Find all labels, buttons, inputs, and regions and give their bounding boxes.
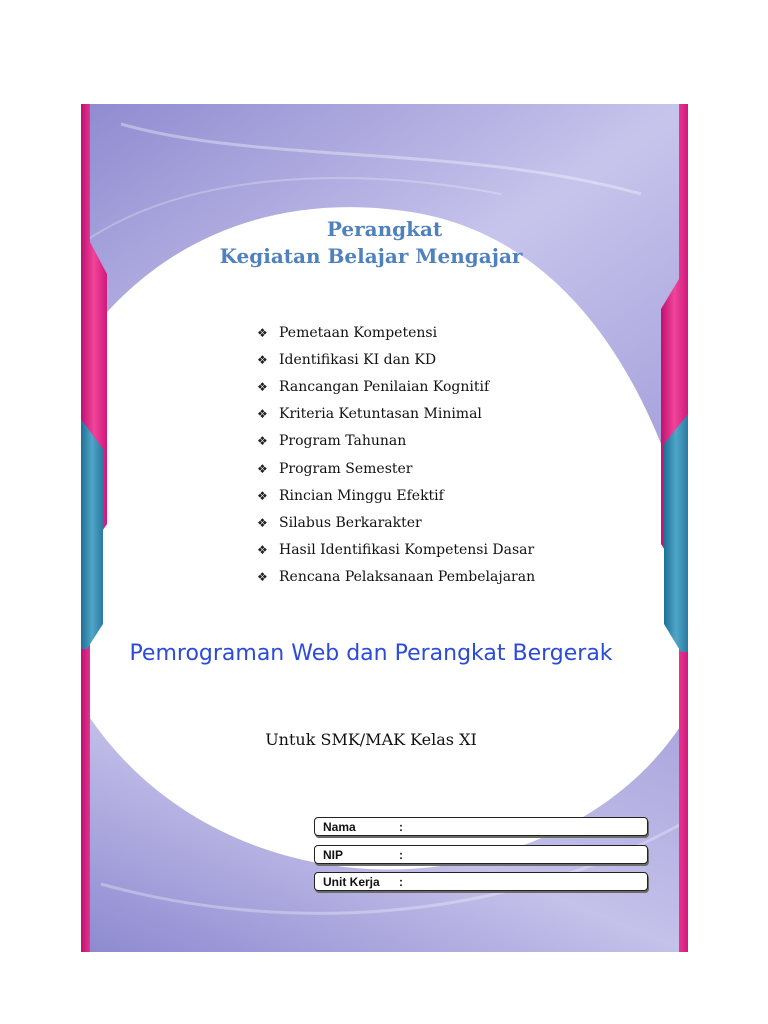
nip-field-label: NIP — [323, 847, 344, 862]
diamond-bullet-icon: ❖ — [257, 407, 268, 422]
subject-title: Pemrograman Web dan Perangkat Bergerak — [129, 641, 613, 666]
list-item: ❖ Kriteria Ketuntasan Minimal — [257, 406, 482, 423]
diamond-bullet-icon: ❖ — [257, 570, 268, 585]
list-item: ❖ Pemetaan Kompetensi — [257, 324, 438, 341]
unit-kerja-field[interactable] — [314, 872, 648, 891]
list-item: ❖ Rencana Pelaksanaan Pembelajaran — [257, 569, 536, 586]
title-line-1: Perangkat — [326, 217, 443, 241]
list-item: ❖ Hasil Identifikasi Kompetensi Dasar — [257, 542, 535, 559]
nip-field[interactable] — [314, 845, 648, 864]
diamond-bullet-icon: ❖ — [257, 515, 268, 530]
name-field-separator: : — [399, 819, 403, 834]
diamond-bullet-icon: ❖ — [257, 543, 268, 558]
diamond-bullet-icon: ❖ — [257, 488, 268, 503]
diamond-bullet-icon: ❖ — [257, 352, 268, 367]
diamond-bullet-icon: ❖ — [257, 379, 268, 394]
unit-kerja-field-label: Unit Kerja — [323, 874, 380, 889]
name-field[interactable] — [314, 817, 648, 836]
unit-kerja-field-separator: : — [399, 874, 403, 889]
audience-label: Untuk SMK/MAK Kelas XI — [265, 730, 477, 749]
nip-field-separator: : — [399, 847, 403, 862]
title-line-2: Kegiatan Belajar Mengajar — [219, 244, 523, 268]
list-item: ❖ Identifikasi KI dan KD — [257, 351, 437, 368]
list-item: ❖ Program Tahunan — [257, 433, 407, 450]
cover-page — [81, 104, 688, 952]
list-item: ❖ Silabus Berkarakter — [257, 514, 422, 531]
contents-list — [257, 319, 535, 591]
diamond-bullet-icon: ❖ — [257, 434, 268, 449]
list-item: ❖ Rincian Minggu Efektif — [257, 487, 444, 504]
name-field-label: Nama — [323, 819, 356, 834]
diamond-bullet-icon: ❖ — [257, 461, 268, 476]
list-item: ❖ Program Semester — [257, 460, 413, 477]
list-item: ❖ Rancangan Penilaian Kognitif — [257, 378, 490, 395]
diamond-bullet-icon: ❖ — [257, 325, 268, 340]
